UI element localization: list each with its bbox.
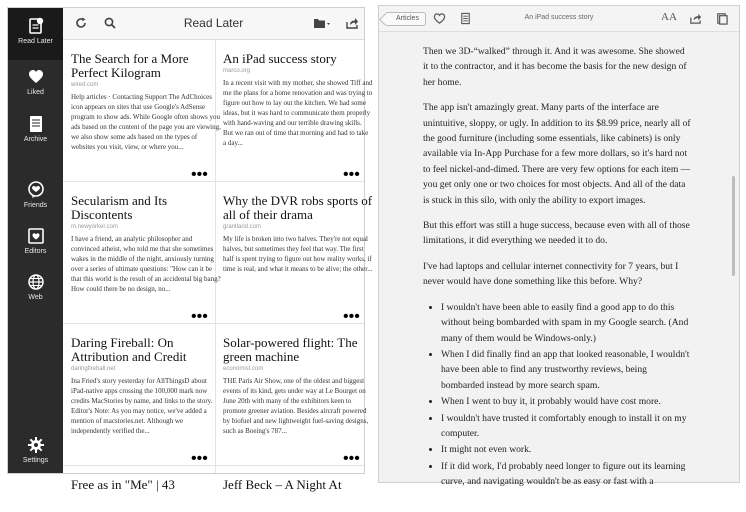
reader-toolbar [379,6,739,32]
list-item: • I wouldn't have trusted it comfortably enough to install it on my computer. [441,411,691,442]
article-card[interactable] [223,472,373,512]
share-icon[interactable] [689,12,702,25]
grid-divider [63,323,364,324]
article-grid [63,40,373,492]
share-icon[interactable] [345,16,359,30]
article-source: daringfireball.net [71,366,116,372]
article-excerpt: I have a friend, an analytic philosopher and convinced atheist, who told me that she sometimes wakes in the middle of the night, anxiously turning over a series of ultimate questions: "How can it be that this world is the result of an accidental big bang? How could there be no design, no... [71,235,221,293]
article-source: grantland.com [223,224,262,230]
grid-divider [63,181,364,182]
read-later-icon [27,17,45,35]
article-title: An iPad success story [223,51,337,66]
article-source: economist.com [223,366,264,372]
sidebar-item-read-later[interactable] [8,8,63,60]
sidebar-item-editors[interactable] [8,227,63,255]
more-icon[interactable]: ••• [343,450,360,467]
more-icon[interactable]: ••• [191,450,208,467]
more-icon[interactable]: ••• [191,308,208,325]
article-card[interactable] [223,46,373,181]
grid-divider [63,465,364,466]
document-icon[interactable] [715,12,728,25]
article-excerpt: Help articles · Contacting Support The AdChoices icon appears on sites that use Google's AdSense program to show ads. While Google often shows you ads based on the content of the page you are viewing, we also show some ads based on the types of websites you visit, view, or where you... [71,93,221,151]
sidebar-item-settings[interactable] [8,436,63,464]
sidebar [8,8,63,473]
heart-icon[interactable] [433,12,446,25]
article-title: The Search for a More Perfect Kilogram [71,51,189,80]
list-item: • When I did finally find an app that looked reasonable, I wouldn't have been able to find any trustworthy reviews, being bombarded instead by more search spam. [441,347,691,393]
bullet-list [441,300,691,490]
article-title: Free as in "Me" | 43 [71,477,175,492]
article-excerpt: In a recent visit with my mother, she showed Tiff and me the plans for a home renovation and was trying to figure out how to lay out the kitchen. We had some ideas, but it was hard to communicate them properly with hand-waving and our terrible drawing skills. But we ran out of time that morning and had to take a day... [223,79,373,147]
scrollbar[interactable] [732,176,735,276]
sidebar-item-friends[interactable] [8,181,63,209]
article-paragraph: I've had laptops and cellular internet connectivity for 7 years, but I never would have done something like this before. Why? [423,260,679,288]
more-icon[interactable]: ••• [191,166,208,183]
sidebar-item-label: Friends [23,202,48,209]
article-card[interactable] [71,472,221,512]
article-excerpt: My life is broken into two halves. They're not equal halves, but sometimes they feel that way. The first half is spent trying to figure out how reality works, if time is real, and what it means to be alive; the other... [223,235,373,273]
heart-icon [27,68,45,86]
article-body [423,44,691,491]
sidebar-item-liked[interactable] [8,68,63,96]
editors-icon [27,227,45,245]
article-card[interactable] [71,330,221,465]
article-source: wired.com [71,82,99,88]
sidebar-item-label: Settings [22,457,49,464]
page-title: Read Later [183,16,244,30]
more-icon[interactable]: ••• [343,308,360,325]
article-title: Jeff Beck – A Night At [223,477,342,492]
article-card[interactable] [71,46,221,181]
sidebar-item-label: Liked [27,89,44,96]
article-reader-screen [378,5,740,488]
sidebar-item-label: Archive [23,136,48,143]
article-paragraph: Then we 3D-“walked” through it. And it was awesome. She showed it to the contractor, and it has become the basis for the new design of her home. [423,46,687,88]
archive-icon[interactable] [459,12,472,25]
gear-icon [27,436,45,454]
article-excerpt: Ina Fried's story yesterday for AllThingsD about iPad-native apps crossing the 100,000 mark now credits MacStories by name, and links to the story. Editor's Note: As you may notice, we've added a mention of macstories.net. Although we independently verified the... [71,377,213,435]
more-icon[interactable]: ••• [343,166,360,183]
friends-icon [27,181,45,199]
sidebar-item-label: Editors [24,248,47,255]
article-title: Solar-powered flight: The green machine [223,335,358,364]
font-size-button[interactable]: AA [661,11,677,23]
sidebar-item-label: Read Later [18,38,53,45]
globe-icon [27,273,45,291]
article-excerpt: THE Paris Air Show, one of the oldest and biggest events of its kind, gets under way at Le Bourget on June 20th with many of the exhibitors keen to promote greener aviation. Besides aircraft powered by biofuel and new lightweight fuel-saving designs, such as Boeing's 787... [223,377,369,435]
sidebar-item-label: Web [28,294,43,301]
list-item: • It might not even work. [441,442,691,457]
folder-menu-icon[interactable] [313,16,331,30]
article-card[interactable] [223,330,373,465]
list-item: • If it did work, I'd probably need longer to figure out its learning curve, and navigating wouldn't be as easy or fast with a [441,459,691,490]
article-title: Secularism and Its Discontents [71,193,168,222]
archive-icon [27,115,45,133]
back-to-articles-button[interactable]: Articles [385,12,426,26]
article-card[interactable] [223,188,373,323]
read-later-screen [7,7,373,492]
article-source: m.newyorker.com [71,224,119,230]
article-paragraph: But this effort was still a huge success, because even with all of those limitations, it did everything we needed it to do. [423,220,690,247]
article-card[interactable] [71,188,221,323]
sidebar-item-archive[interactable] [8,115,63,143]
sidebar-item-web[interactable] [8,273,63,301]
article-source: marco.org [223,68,251,74]
list-item: • I wouldn't have been able to easily find a good app to do this without being bombarded with spam in my Google search. (And many of them would be Windows-only.) [441,300,691,346]
article-title: An iPad success story [524,14,594,21]
article-title: Daring Fireball: On Attribution and Credit [71,335,187,364]
top-bar [63,8,364,40]
article-title: Why the DVR robs sports of all of their drama [223,193,373,222]
list-item: • When I went to buy it, it probably would have cost more. [441,394,691,409]
article-paragraph: The app isn't amazingly great. Many parts of the interface are unintuitive, sloppy, or ugly. In addition to its $8.99 price, nearly all of the good furniture (including some essentials, like cabinets) is only available via In-App Purchase for a few more dollars, so it's hard not to feel nickel-and-dimed. There are very few options for each item — you get only one or two choices for most objects. And all of the data is stuck in this silo, with only the ability to export images. [423,102,691,206]
